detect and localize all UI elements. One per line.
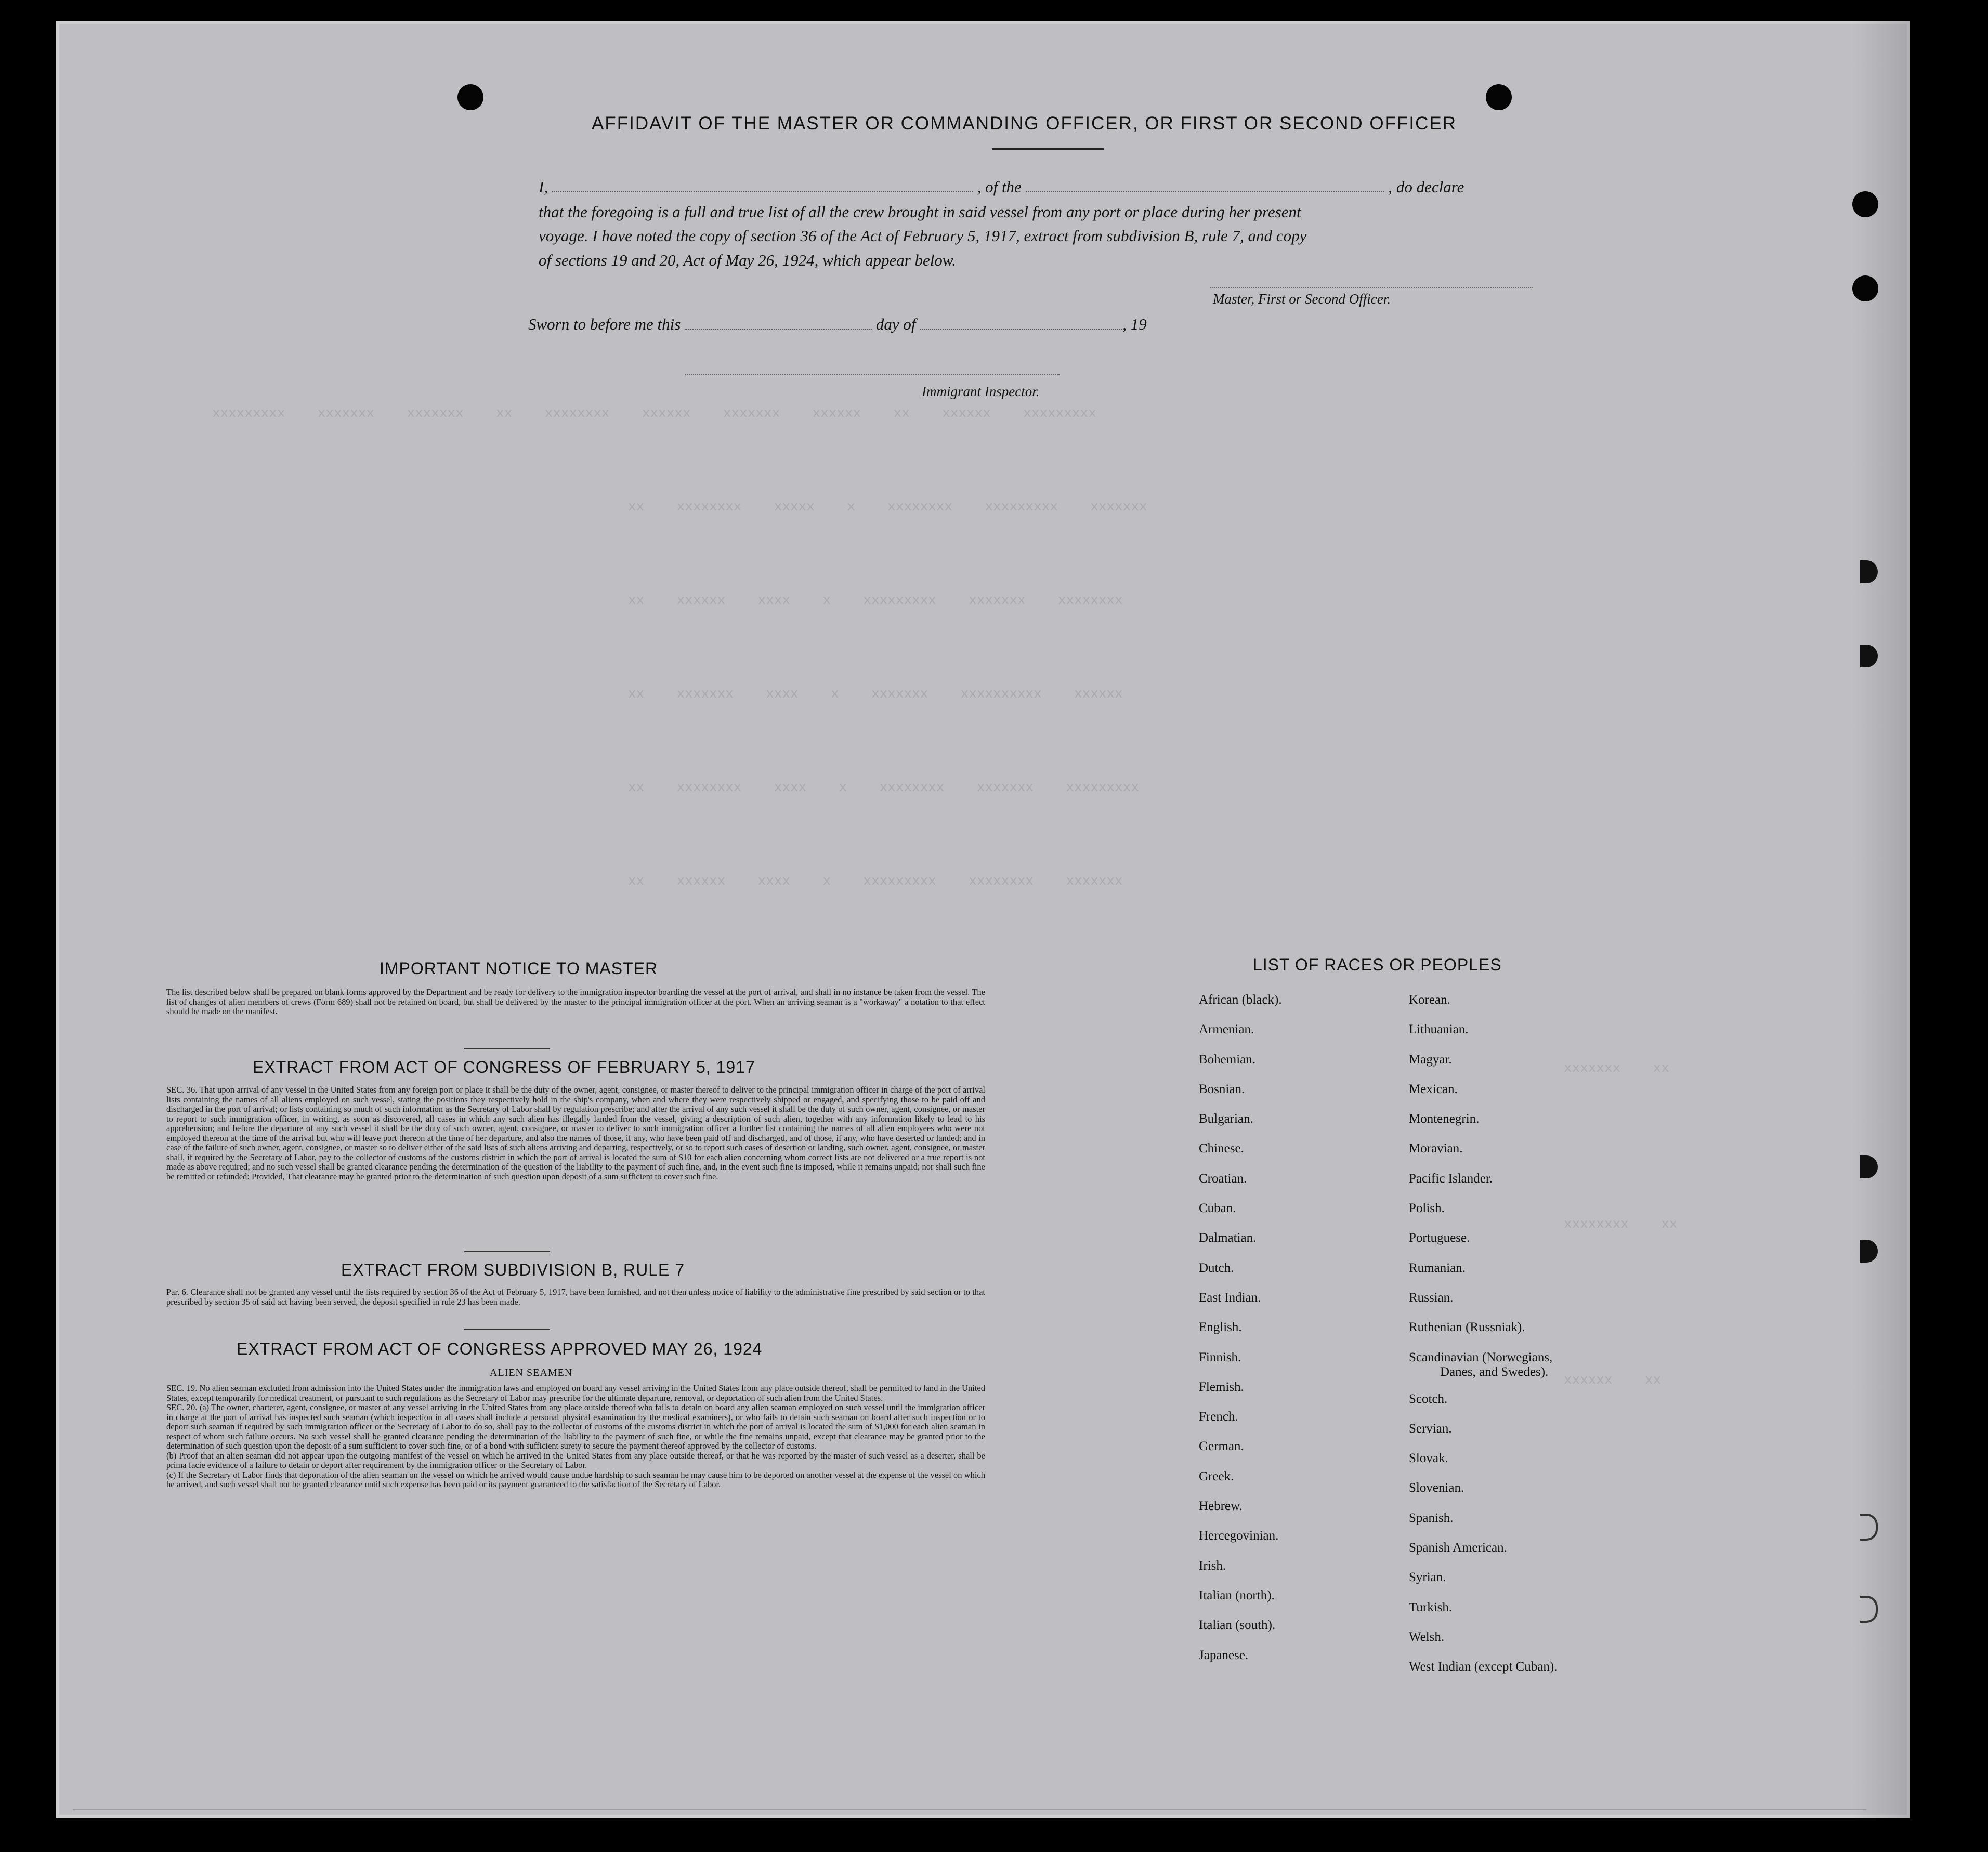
race-item: Croatian. bbox=[1199, 1171, 1247, 1186]
race-item: Rumanian. bbox=[1409, 1260, 1466, 1275]
extract-1924-title: EXTRACT FROM ACT OF CONGRESS APPROVED MAY 26, 1924 bbox=[237, 1339, 763, 1358]
bottom-edge-line bbox=[73, 1809, 1866, 1810]
race-item: Italian (south). bbox=[1199, 1618, 1276, 1633]
punch-hole-icon bbox=[1486, 84, 1512, 110]
sec-20b-text: (b) Proof that an alien seaman did not appear upon the outgoing manifest of the vessel on which he arrived in the United States from any place outside thereof, or that he was reported by the master of such vessel as a deserter, shall be prima facie evidence of a failure to detain or deport after requirement by the immigration officer or the Secretary of Labor. bbox=[166, 1450, 985, 1470]
alien-seamen-subtitle: ALIEN SEAMEN bbox=[490, 1367, 573, 1378]
race-item: Dutch. bbox=[1199, 1260, 1234, 1275]
race-item: Irish. bbox=[1199, 1558, 1226, 1573]
declaration-line-2: that the foregoing is a full and true list of all the crew brought in said vessel from any port or place during her present bbox=[539, 203, 1301, 221]
race-item: Flemish. bbox=[1199, 1380, 1244, 1394]
extract-rule7-body: Par. 6. Clearance shall not be granted any vessel until the lists required by section 36 of the Act of February 5, 1917, have been furnished, and not then unless notice of liability to the administrative fine prescribed by said section or to that prescribed by section 35 of said act having been served, the deposit specified in rule 23 has been made. bbox=[166, 1287, 985, 1307]
sec-19-text: SEC. 19. No alien seaman excluded from admission into the United States under the immigration laws and employed on board any vessel arriving in the United States from any place outside thereof, shall be permitted to land in the United States, except temporarily for medical treatment, or pursuant to such regulations as the Secretary of Labor may prescribe for the ultimate departure, removal, or deportation of such alien from the United States. bbox=[166, 1383, 985, 1403]
race-item: Dalmatian. bbox=[1199, 1231, 1257, 1245]
sec-20a-text: SEC. 20. (a) The owner, charterer, agent, consignee, or master of any vessel arriving in the United States from any place outside thereof who fails to detain on board any alien seaman employed on such vessel until the immigration officer in charge at the port of arrival has inspected such seaman (which inspection in all cases shall include a personal physical examination by the medical examiners), or who fails to detain such seaman on board after such inspection or to deport such seaman if required by such immigration officer or the Secretary of Labor to do so, shall pay to the collector of customs of the customs district in which the port of arrival is located the sum of $1,000 for each alien seaman in respect of whom such failure occurs. No such vessel shall be granted clearance pending the determination of the liability to the payment of such fine, or while the fine remains unpaid, except that clearance may be granted prior to the determination of such question upon the deposit of a sum sufficient to cover such fine, or of a bond with sufficient surety to secure the payment thereof approved by the collector of customs. bbox=[166, 1402, 985, 1451]
race-item: Russian. bbox=[1409, 1290, 1454, 1305]
race-item: Syrian. bbox=[1409, 1570, 1446, 1585]
i-label: I, bbox=[539, 178, 548, 196]
race-item: Polish. bbox=[1409, 1201, 1445, 1216]
races-right-column bbox=[1409, 993, 1557, 1690]
sworn-label: Sworn to before me this bbox=[528, 315, 681, 333]
punch-hole-icon bbox=[457, 84, 483, 110]
race-item: Bosnian. bbox=[1199, 1082, 1245, 1096]
races-left-column bbox=[1199, 993, 1282, 1678]
section-divider bbox=[464, 1251, 550, 1252]
race-item: Welsh. bbox=[1409, 1630, 1445, 1644]
sworn-day-blank[interactable] bbox=[685, 329, 872, 330]
year-label: , 19 bbox=[1122, 315, 1147, 333]
race-item: Chinese. bbox=[1199, 1141, 1244, 1156]
race-item: Mexican. bbox=[1409, 1082, 1458, 1096]
race-item: Scandinavian (Norwegians, bbox=[1409, 1350, 1553, 1364]
race-item: English. bbox=[1199, 1320, 1242, 1335]
title-underline bbox=[992, 148, 1104, 150]
race-item: Turkish. bbox=[1409, 1600, 1453, 1614]
race-item: Slovak. bbox=[1409, 1451, 1448, 1466]
declaration-line-1 bbox=[539, 175, 1563, 199]
section-divider bbox=[464, 1329, 550, 1330]
notice-title: IMPORTANT NOTICE TO MASTER bbox=[380, 959, 658, 978]
race-item: Japanese. bbox=[1199, 1648, 1249, 1662]
race-item: Scotch. bbox=[1409, 1391, 1448, 1406]
vessel-blank[interactable] bbox=[1026, 191, 1384, 192]
race-item: Pacific Islander. bbox=[1409, 1171, 1493, 1186]
race-item: Bohemian. bbox=[1199, 1052, 1256, 1067]
race-item-scandinavian bbox=[1409, 1350, 1557, 1392]
inspector-signature-line[interactable] bbox=[685, 374, 1060, 375]
day-of-label: day of bbox=[875, 315, 916, 333]
race-item: Portuguese. bbox=[1409, 1231, 1470, 1245]
do-declare-label: , do declare bbox=[1388, 178, 1464, 196]
section-divider bbox=[464, 1048, 550, 1049]
of-the-label: , of the bbox=[977, 178, 1022, 196]
race-item: Hercegovinian. bbox=[1199, 1529, 1279, 1543]
race-item: French. bbox=[1199, 1410, 1238, 1424]
race-item: Magyar. bbox=[1409, 1052, 1452, 1067]
race-item: Spanish American. bbox=[1409, 1541, 1507, 1555]
extract-1924-body bbox=[166, 1384, 985, 1490]
race-item: Servian. bbox=[1409, 1421, 1452, 1436]
races-title: LIST OF RACES OR PEOPLES bbox=[1253, 955, 1502, 974]
sworn-line bbox=[528, 315, 1147, 334]
race-item: Montenegrin. bbox=[1409, 1112, 1480, 1126]
extract-1917-title: EXTRACT FROM ACT OF CONGRESS OF FEBRUARY 5, 1917 bbox=[253, 1058, 755, 1076]
race-item: Greek. bbox=[1199, 1469, 1234, 1483]
race-item: German. bbox=[1199, 1439, 1244, 1454]
inspector-caption: Immigrant Inspector. bbox=[922, 384, 1040, 399]
race-item: Lithuanian. bbox=[1409, 1022, 1469, 1037]
declaration-line-4: of sections 19 and 20, Act of May 26, 1924, which appear below. bbox=[539, 251, 957, 269]
race-item: West Indian (except Cuban). bbox=[1409, 1660, 1558, 1674]
race-item: Finnish. bbox=[1199, 1350, 1241, 1364]
race-item: Armenian. bbox=[1199, 1022, 1254, 1037]
race-item: Bulgarian. bbox=[1199, 1112, 1253, 1126]
race-item: Moravian. bbox=[1409, 1141, 1463, 1156]
race-item: Hebrew. bbox=[1199, 1499, 1242, 1514]
punch-hole-icon bbox=[1852, 191, 1878, 217]
race-item: Slovenian. bbox=[1409, 1481, 1464, 1495]
race-item: Spanish. bbox=[1409, 1511, 1454, 1525]
race-item: Ruthenian (Russniak). bbox=[1409, 1320, 1525, 1335]
extract-1917-body: SEC. 36. That upon arrival of any vessel in the United States from any foreign port or place it shall be the duty of the owner, agent, consignee, or master thereof to deliver to the principal immigration officer in charge of the port of arrival lists containing the names of all aliens employed on such vessel, stating the positions they respectively hold in the ship's company, when and where they were respectively shipped or engaged, and specifying those to be paid off and discharged in the port of arrival; or lists containing so much of such information as the Secretary of Labor shall by regulation prescribe; and after the arrival of any such vessel it shall be the duty of such owner, agent, consignee, or master to report to such immigration officer, in writing, as soon as discovered, all cases in which any such alien has illegally landed from the vessel, giving a description of such alien, together with any information likely to lead to his apprehension; and before the departure of any such vessel it shall be the duty of such owner, agent, consignee, or master to deliver to such immigration officer a further list containing the names of all alien employees who were not employed thereon at the time of the arrival but who will leave port thereon at the time of her departure, and also the names of those, if any, who have been paid off and discharged, and of those, if any, who have deserted or landed; and in case of the failure of such owner, agent, consignee, or master so to deliver either of the said lists of such aliens arriving and departing, respectively, or so to report such cases of desertion or landing, such owner, agent, consignee, or master shall, if required by the Secretary of Labor, pay to the collector of customs of the customs district in which the port of arrival is located the sum of $10 for each alien concerning whom correct lists are not delivered or a true report is not made as above required; and no such vessel shall be granted clearance pending the determination of the question of the liability to the payment of such fine, and, in the event such fine is imposed, while it remains unpaid; nor shall such fine be remitted or refunded: Provided, That clearance may be granted prior to the determination of such question upon deposit of a sum sufficient to cover such fine. bbox=[166, 1085, 985, 1181]
document-sheet: xxxxxxxxx xxxxxxx xxxxxxx xx xxxxxxxx xxxxxx xxxxxxx xxxxxx xx xxxxxx xxxxxxxxx xx xxxxxxxx xxxxx x xxxxxxxx xxxxxxxxx xxxxxxx xx xxxxxx xxxx x xxxxxxxxx xxxxxxx xxxxxxxx xx xxxxxxx xxxx x xxxxxxx xxxxxxxxxx xxxxxx xx xxxxxxxx xxxx x xxxxxxxx xxxxxxx xxxxxxxxx xx xxxxxx xxxx x xxxxxxxxx xxxxxxxx xxxxxxx xxxxxxx xx xxxxxxxx xx xxxxxx xx AFFIDAVIT OF THE MASTER OR COMMANDING OFFICER, OR FIRST OR SECOND OFFICER I, , of the , do declare that the foregoing is a full and true list of all the crew brought in said vessel from any port or place during her present voyage. I have noted the copy of section 36 of the Act of February 5, 1917, extract from subdivision B, rule 7, and copy of sections 19 and 20, Act of May 26, 1924, which appear below. Master, First or Second Officer. Sworn to before me this day of , 19 Immigrant Inspector. IMPORTANT NOTICE TO MASTER The list described below shall be prepared on blank forms approved by the Department and be ready for delivery to the immigration inspector boarding the vessel at the port of arrival, and shall in no instance be taken from the vessel. The list of changes of alien members of crews (Form 689) shall not be retained on board, but shall be delivered by the master to the principal immigration officer at the port. When an arriving seaman is a "workaway" a notation to that effect should be made on the manifest. EXTRACT FROM ACT OF CONGRESS OF FEBRUARY 5, 1917 SEC. 36. That upon arrival of any vessel in the United States from any foreign port or place it shall be the duty of the owner, agent, consignee, or master thereof to deliver to the principal immigration officer in charge of the port of arrival lists containing the names of all aliens employed on such vessel, stating the positions they respectively hold in the ship's company, when and where they were respectively shipped or engaged, and specifying those to be paid off and discharged in the port of arrival; or lists containing so much of such information as the Secretary of Labor shall by regulation prescribe; and after the arrival of any such vessel it shall be the duty of such owner, agent, consignee, or master to report to such immigration officer, in writing, as soon as discovered, all cases in which any such alien has illegally landed from the vessel, giving a description of such alien, together with any information likely to lead to his apprehension; and before the departure of any such vessel it shall be the duty of such owner, agent, consignee, or master to deliver to such immigration officer a further list containing the names of all alien employees who were not employed thereon at the time of the arrival but who will leave port thereon at the time of her departure, and also the names of those, if any, who have been paid off and discharged, and of those, if any, who have deserted or landed; and in case of the failure of such owner, agent, consignee, or master so to deliver either of the said lists of such aliens arriving and departing, respectively, or so to report such cases of desertion or landing, such owner, agent, consignee, or master shall, if required by the Secretary of Labor, pay to the collector of customs of the customs district in which the port of arrival is located the sum of $10 for each alien concerning whom correct lists are not delivered or a true report is not made as above required; and no such vessel shall be granted clearance pending the determination of the question of the liability to the payment of such fine, and, in the event such fine is imposed, while it remains unpaid; nor shall such fine be remitted or refunded: Provided, That clearance may be granted prior to the determination of such question upon deposit of a sum sufficient to cover such fine. EXTRACT FROM SUBDIVISION B, RULE 7 Par. 6. Clearance shall not be granted any vessel until the lists required by section 36 of the Act of February 5, 1917, have been furnished, and not then unless notice of liability to the administrative fine prescribed by said section or to that prescribed by section 35 of said act having been served, the deposit specified in rule 23 has been made. EXTRACT FROM ACT OF CONGRESS APPROVED MAY 26, 1924 ALIEN SEAMEN SEC. 19. No alien seaman excluded from admission into the United States under the immigration laws and employed on board any vessel arriving in the United States from any place outside thereof, shall be permitted to land in the United States, except temporarily for medical treatment, or pursuant to such regulations as the Secretary of Labor may prescribe for the ultimate departure, removal, or deportation of such alien from the United States. SEC. 20. (a) The owner, charterer, agent, consignee, or master of any vessel arriving in the United States from any place outside thereof who fails to detain on board any alien seaman employed on such vessel until the immigration officer in charge at the port of arrival has inspected such seaman (which inspection in all cases shall include a personal physical examination by the medical examiners), or who fails to detain such seaman on board after such inspection or to deport such seaman if required by such immigration officer or the Secretary of Labor to do so, shall pay to the collector of customs of the customs district in which the port of arrival is located the sum of $1,000 for each alien seaman in respect of whom such failure occurs. No such vessel shall be granted clearance pending the determination of the liability to the payment of such fine, or while the fine remains unpaid, except that clearance may be granted prior to the determination of such question upon the deposit of a sum sufficient to cover such fine, or of a bond with sufficient surety to secure the payment thereof approved by the collector of customs. (b) Proof that an alien seaman did not appear upon the outgoing manifest of the vessel on which he arrived in the United States from any place outside thereof, or that he was reported by the master of such vessel as a deserter, shall be prima facie evidence of a failure to detain or deport after requirement by the immigration officer or the Secretary of Labor. (c) If the Secretary of Labor finds that deportation of the alien seaman on the vessel on which he arrived would cause undue hardship to such seaman he may cause him to be deported on another vessel at the expense of the vessel on which he arrived, and such vessel shall not be granted clearance until such expense has been paid or its payment guaranteed to the satisfaction of the Secretary of Labor. LIST OF RACES OR PEOPLES African (black). Armenian. Bohemian. Bosnian. Bulgarian. Chinese. Croatian. Cuban. Dalmatian. Dutch. East Indian. English. Finnish. Flemish. French. German. Greek. Hebrew. Hercegovinian. Irish. Italian (north). Italian (south). Japanese. Korean. Lithuanian. Magyar. Mexican. Montenegrin. Moravian. Pacific Islander. Polish. Portuguese. Rumanian. Russian. Ruthenian (Russniak). Scandinavian (Norwegians, Danes, and Swedes). Scotch. Servian. Slovak. Slovenian. Spanish. Spanish American. Syrian. Turkish. Welsh. West Indian (except Cuban). bbox=[56, 21, 1910, 1818]
master-signature-line[interactable] bbox=[1210, 287, 1533, 288]
race-item: Korean. bbox=[1409, 993, 1450, 1007]
extract-rule7-title: EXTRACT FROM SUBDIVISION B, RULE 7 bbox=[341, 1260, 685, 1279]
name-blank[interactable] bbox=[552, 191, 973, 192]
notice-body: The list described below shall be prepared on blank forms approved by the Department and be ready for delivery to the immigration inspector boarding the vessel at the port of arrival, and shall in no instance be taken from the vessel. The list of changes of alien members of crews (Form 689) shall not be retained on board, but shall be delivered by the master to the principal immigration officer at the port. When an arriving seaman is a "workaway" a notation to that effect should be made on the manifest. bbox=[166, 987, 985, 1016]
declaration-line-3: voyage. I have noted the copy of section 36 of the Act of February 5, 1917, extract from subdivision B, rule 7, and copy bbox=[539, 227, 1307, 245]
punch-hole-icon bbox=[1852, 275, 1878, 301]
race-item: Italian (north). bbox=[1199, 1588, 1275, 1603]
race-item: East Indian. bbox=[1199, 1290, 1261, 1305]
race-item: African (black). bbox=[1199, 993, 1282, 1007]
master-signature-caption: Master, First or Second Officer. bbox=[1213, 291, 1391, 307]
race-item: Cuban. bbox=[1199, 1201, 1236, 1216]
sec-20c-text: (c) If the Secretary of Labor finds that deportation of the alien seaman on the vessel on which he arrived would cause undue hardship to such seaman he may cause him to be deported on another vessel at the expense of the vessel on which he arrived, and such vessel shall not be granted clearance until such expense has been paid or its payment guaranteed to the satisfaction of the Secretary of Labor. bbox=[166, 1469, 985, 1489]
race-item-continuation: Danes, and Swedes). bbox=[1440, 1364, 1549, 1379]
sworn-month-blank[interactable] bbox=[920, 329, 1122, 330]
affidavit-title: AFFIDAVIT OF THE MASTER OR COMMANDING OFFICER, OR FIRST OR SECOND OFFICER bbox=[592, 113, 1457, 134]
